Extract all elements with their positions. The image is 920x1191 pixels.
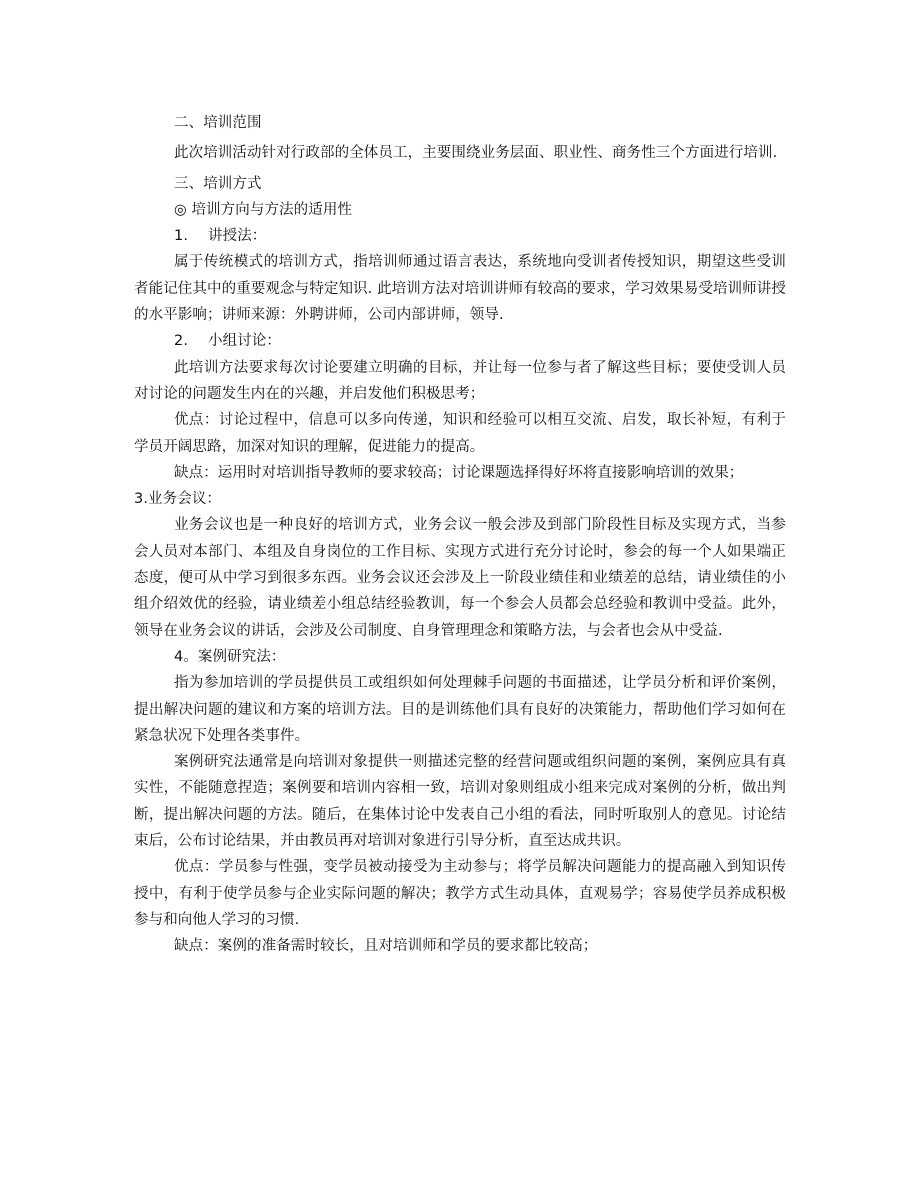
item-2-pros: 优点：讨论过程中，信息可以多向传递，知识和经验可以相互交流、启发，取长补短，有利于学员开阔思路，加深对知识的理解，促进能力的提高。 [134,412,786,455]
item-2-heading [134,328,786,354]
item-3-heading: 3.业务会议： [134,491,222,508]
item-1-title: 讲授法： [208,228,267,245]
item-4-cons: 缺点：案例的准备需时较长，且对培训师和学员的要求都比较高； [174,938,598,955]
item-4-pros: 优点：学员参与性强，变学员被动接受为主动参与；将学员解决问题能力的提高融入到知识传授中，有利于使学员参与企业实际问题的解决；教学方式生动具体，直观易学；容易使学员养成积极参与和向他人学习的习惯. [134,859,786,928]
subsection-title: ◎ 培训方向与方法的适用性 [174,201,353,218]
item-4-paragraph-2: 案例研究法通常是向培训对象提供一则描述完整的经营问题或组织问题的案例，案例应具有真实性，不能随意捏造；案例要和培训内容相一致，培训对象则组成小组来完成对案例的分析，做出判断，提出解决问题的方法。随后，在集体讨论中发表自己小组的看法，同时听取别人的意见。讨论结束后，公布讨论结果，并由教员再对培训对象进行引导分析，直至达成共识。 [134,754,786,850]
item-1-paragraph: 属于传统模式的培训方式，指培训师通过语言表达，系统地向受训者传授知识，期望这些受训者能记住其中的重要观念与特定知识. 此培训方法对培训讲师有较高的要求，学习效果易受培训师讲授的水平影响；讲师来源：外聘讲师，公司内部讲师，领导. [134,254,786,324]
item-2-number: 2. [174,333,189,350]
section-title-scope: 二、培训范围 [174,115,262,131]
item-3-paragraph: 业务会议也是一种良好的培训方式，业务会议一般会涉及到部门阶段性目标及实现方式，当参会人员对本部门、本组及自身岗位的工作目标、实现方式进行充分讨论时，参会的每一个人如果端正态度，便可从中学习到很多东西。业务会议还会涉及上一阶段业绩佳和业绩差的总结，请业绩佳的小组介绍效优的经验，请业绩差小组总结经验教训，每一个参会人员都会总经验和教训中受益。此外，领导在业务会议的讲话，会涉及公司制度、自身管理理念和策略方法，与会者也会从中受益. [134,517,786,639]
item-1-number: 1. [174,228,189,245]
item-4-heading: 4。案例研究法： [174,648,286,665]
item-2-cons: 缺点：运用时对培训指导教师的要求较高；讨论课题选择得好坏将直接影响培训的效果； [174,464,744,481]
item-1-heading [134,223,786,249]
item-2-paragraph: 此培训方法要求每次讨论要建立明确的目标，并让每一位参与者了解这些目标；要使受训人员对讨论的问题发生内在的兴趣，并启发他们积极思考； [134,359,786,402]
item-2-title: 小组讨论： [208,333,281,350]
section-scope-paragraph: 此次培训活动针对行政部的全体员工，主要围绕业务层面、职业性、商务性三个方面进行培训. [174,145,778,162]
item-4-paragraph: 指为参加培训的学员提供员工或组织如何处理棘手问题的书面描述，让学员分析和评价案例，提出解决问题的建议和方案的培训方法。目的是训练他们具有良好的决策能力，帮助他们学习如何在紧急状况下处理各类事件。 [134,675,786,744]
document-body [134,110,786,960]
section-title-method: 三、培训方式 [174,175,262,192]
